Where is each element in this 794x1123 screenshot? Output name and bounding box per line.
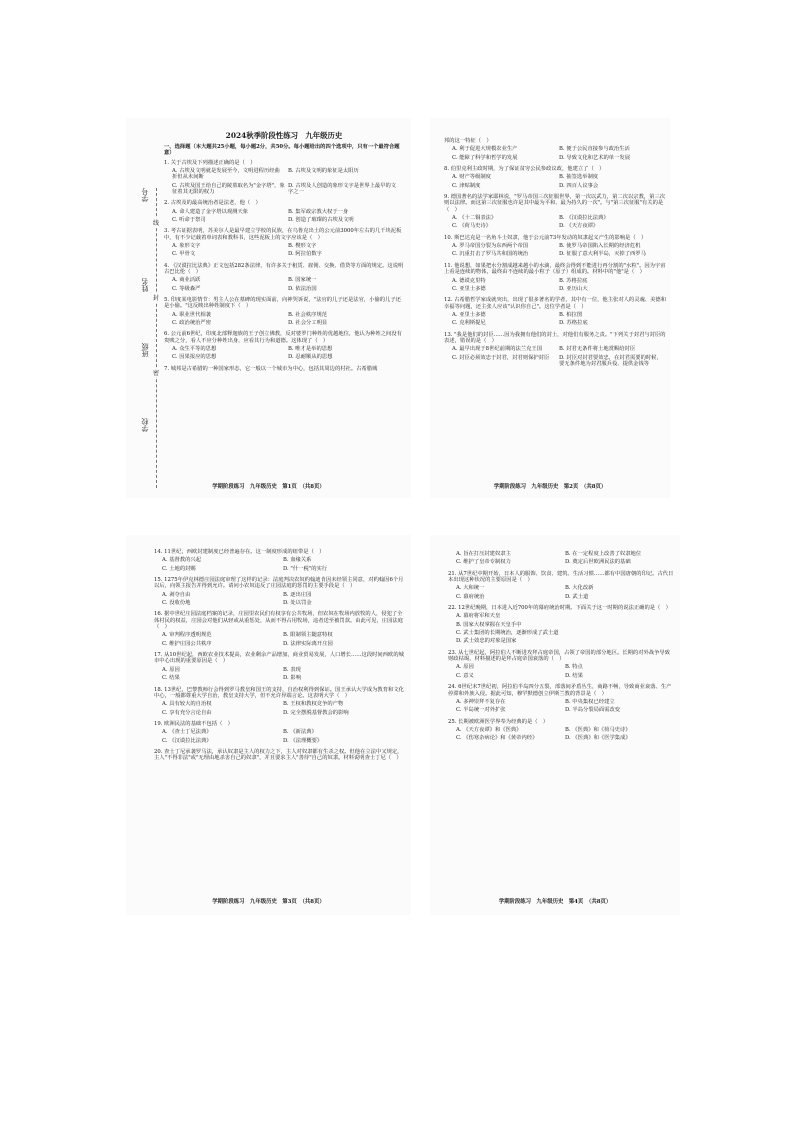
answer-option: B. 限制领主随意特权 (283, 632, 333, 639)
answer-option: A. 德谟克里特 (452, 277, 486, 284)
question (164, 200, 404, 225)
option-list (456, 585, 674, 602)
option-list (452, 312, 666, 329)
answer-option: A. 旨在打压封建奴隶主 (456, 551, 511, 557)
answer-option: A. 审判程序透明规范 (162, 632, 212, 639)
answer-option: D. 《法理概要》 (283, 737, 323, 744)
option-list (162, 729, 404, 746)
question-stem: 25. 长期被欧洲医学界奉为经典的是（ ） (448, 718, 549, 725)
answer-option: D. 武士道 (565, 593, 589, 600)
answer-option: D. 创造了璀璨的古埃及文明 (288, 216, 354, 223)
question (164, 297, 404, 328)
question (448, 551, 674, 568)
answer-option: C. 等级森严 (172, 285, 201, 292)
question (154, 652, 404, 683)
answer-option: C. 因果报应的思想 (172, 354, 217, 361)
answer-option: C. 古埃及国王给自己的陵墓取名为"金字塔"，象征着其无限的权力 (172, 182, 285, 195)
answer-option: A. 象形文字 (172, 243, 201, 249)
question-stem: 22. 12世纪晚期，日本进入近700年的幕府统治时期。下面关于这一时期的说法正确的是（ ） (448, 605, 671, 612)
student-id-label: 学号 (141, 188, 149, 202)
answer-option: D. 忍耐顺从的思想 (288, 354, 333, 361)
question (444, 194, 666, 232)
answer-option: A. 《查士丁尼法典》 (162, 729, 212, 736)
answer-option: D. 封臣对封君要效忠，在封君需要的时候，要无条件地为封君服兵役、提供金钱等 (559, 354, 662, 367)
question-stem: 18. 13世纪，巴黎教师行会得到罗马教皇和国王的支持，自治权利得到保证。国王承认大学成为教育和文化中心，一般都尊重大学自治，教皇支持大学，但不允许异端言论。这表明大学（ ） (154, 686, 404, 699)
question-stem: 7. 城邦是古希腊的一种国家形态，它一般以一个城市为中心，包括其周边的村社。古希腊城 (164, 365, 378, 372)
answer-option: C. 意义 (456, 672, 474, 679)
answer-option: B. 《汉谟拉比法典》 (559, 215, 609, 222)
question-stem: 4. 《汉谟拉比法典》正文包括282条法律，有许多关于租赁、雇佣、交换、借贷等方面的规定。这说明古巴比伦（ ） (164, 262, 404, 276)
answer-option: B. 《医典》和《荷马史诗》 (565, 726, 631, 733)
question (444, 166, 666, 191)
question (164, 160, 404, 198)
answer-option: D. 半岛分裂局面需改变 (565, 707, 621, 714)
answer-option: D. 依法治国 (288, 285, 317, 292)
option-list (452, 243, 666, 260)
option-list (452, 215, 666, 232)
answer-option: B. 《新法典》 (283, 729, 317, 736)
school-label: 学校 (141, 418, 149, 432)
answer-option: B. 特点 (565, 664, 583, 671)
answer-option: A. 具有较大的自治权 (162, 701, 212, 708)
page-3-content (154, 549, 404, 764)
question-stem: 14. 11世纪，西欧封建制度已经普遍存在。这一制度形成的纽带是（ ） (154, 549, 325, 555)
seal-mark-secret: 密 (153, 370, 160, 377)
answer-option: A. 幕府将军和天皇 (456, 613, 501, 620)
answer-option: A. 原因 (456, 664, 474, 671)
question (154, 749, 404, 762)
answer-option: B. 大化改新 (565, 585, 594, 592)
answer-option: C. 甲骨文 (172, 251, 196, 258)
question (448, 719, 674, 744)
option-list (162, 557, 404, 574)
question-stem: 13. "我是他们的封臣……因为我拥有他们的封土，对他们有服务之责。"下列关于封君与封臣的表述，错误的是（ ） (444, 331, 666, 344)
answer-option: A. 基督教的兴起 (162, 557, 201, 564)
answer-option: C. 武士集团的长期统治，逐渐形成了武士道 (456, 630, 559, 637)
page-4-content (448, 551, 674, 747)
question-stem: 1. 关于古埃及下列描述正确的是（ ） (164, 159, 256, 166)
question (154, 721, 404, 746)
answer-option: B. 中央集权已经建立 (565, 698, 615, 705)
seal-mark-seal: 封 (153, 295, 160, 302)
answer-option: C. 封臣必须效忠于封君，封君则保护封臣 (452, 354, 550, 361)
question (164, 331, 404, 362)
answer-option: D. 影响 (283, 675, 302, 682)
option-list (172, 168, 404, 197)
answer-option: A. 商业活跃 (172, 277, 201, 284)
option-list (456, 613, 674, 646)
answer-option: A. 原因 (162, 666, 180, 673)
answer-option: A. 职业世代相袭 (172, 311, 211, 318)
question (154, 611, 404, 649)
answer-option: B. 唯才是举的思想 (288, 346, 333, 353)
page-footer: 学期阶段练习 九年级历史 第3页 （共8页） (212, 899, 325, 905)
answer-option: C. 结果 (162, 675, 180, 682)
section-heading: 一、选择题（本大题共25小题，每小题2分，共50分。每小题给出的四个选项中，只有一个最符合题意） (164, 143, 400, 157)
option-list (172, 243, 404, 260)
question (164, 228, 404, 259)
option-list (452, 174, 666, 191)
option-list (456, 699, 674, 716)
question-stem: 21. 从7世纪中期开始，日本人的服饰、饮食、建筑、生活习惯……都有中国唐朝的印记。古代日本出现这种状况的主要原因是（ ） (448, 570, 674, 584)
answer-option: D. 苏格拉底 (559, 320, 588, 327)
answer-option: C. 《伤寒杂病论》和《黄帝内经》 (456, 735, 538, 742)
answer-option: D. 四百人议事会 (559, 182, 599, 189)
question-list (448, 551, 674, 744)
answer-option: C. 享有充分言论自由 (162, 709, 212, 716)
option-list (172, 346, 404, 363)
answer-option: A. 亚里士多德 (452, 311, 486, 318)
question-stem: 12. 古希腊哲学家成就突出，出现了很多著名的学者，其中有一位，他主张对人的灵魂、美德和幸福等问题，还主张人应该"认识你自己"。这位学者是（ ） (444, 297, 666, 310)
answer-option: B. 苏格拉底 (559, 277, 588, 284)
question-stem: 16. 据中世纪庄园法庭档案的记录，庄园里农民们有权享有公共牧场，但农奴在牧场内放牧的人，侵犯了全体村民的权益，庄园会对他们从轻或从重惩处，从而不得占用牧场，违者送至被罚款。由此可见，庄园法庭（ ） (154, 611, 403, 631)
answer-option: B. 在一定程度上改善了奴隶地位 (565, 551, 642, 557)
question-stem: 8. 伯里克利主政时期，为了保证贫穷公民参政议政，他建立了（ ） (444, 166, 605, 173)
question-stem: 3. 考古证据表明，苏美尔人是最早建立学校的民族，在乌鲁克出土的公元前3000年左右的几千块泥板中，有不少记载着单词表和教科书，这些泥板上的文字应该是（ ） (164, 228, 402, 241)
page-2 (430, 118, 670, 498)
question (448, 650, 674, 681)
answer-option: D. 完全摆脱基督教会的影响 (283, 709, 349, 716)
answer-option: D. 社会分工明显 (288, 320, 328, 327)
answer-option: A. 《十二铜表法》 (452, 215, 497, 222)
answer-option: C. 政治统治严密 (172, 320, 212, 327)
question-stem: 11. 他说想，如果把水分割成越来越小的水滴，最终会得到不能进行再分割的"水粒"。因为宇宙上看是连续的物体，最终由不连续的最小粒子（原子）组成的。材料中的"他"是（ ） (444, 262, 666, 276)
option-list (162, 667, 404, 684)
answer-option: A. 《天方夜谭》和《医典》 (456, 726, 522, 733)
option-list (172, 209, 404, 226)
answer-option: B. 柏拉图 (559, 311, 583, 318)
question-stem: 5. 印度某电影情节：男主人公在墓碑的现实面前，向神哭诉说，"法官的儿子还是法官，小偷的儿子还是小偷。"这反映出种姓制度下（ ） (164, 297, 401, 310)
question (444, 138, 666, 163)
answer-option: D. 征服了意大利半岛，灭掉了西罗马 (559, 251, 646, 258)
answer-option: C. 《荷马史诗》 (452, 223, 492, 230)
answer-option: B. 社会秩序规范 (288, 311, 328, 318)
question-stem: 19. 欧洲民法的基础不包括（ ） (154, 720, 233, 727)
exam-title: 2024秋季阶段性练习 九年级历史 (225, 131, 343, 140)
answer-option: D. 亚历山大 (559, 285, 588, 292)
answer-option: D. 处以罚金 (283, 600, 312, 607)
question (448, 571, 674, 602)
answer-option: A. 命人建造了金字塔以观测天象 (172, 208, 249, 215)
option-list (162, 701, 404, 718)
question (448, 605, 674, 647)
question (444, 263, 666, 294)
answer-option: D. 阿拉伯数字 (288, 251, 322, 258)
answer-option: B. 血缘关系 (283, 557, 312, 564)
page-2-content (444, 138, 666, 372)
page-4 (430, 535, 680, 915)
answer-option: B. 表现 (283, 666, 301, 673)
question-list (154, 549, 404, 762)
answer-option: C. 克利斯提尼 (452, 320, 486, 327)
answer-option: C. 能障了科学和哲学的发展 (452, 154, 518, 161)
seal-line (156, 188, 157, 488)
question-stem: 6. 公元前6世纪，印度北部释迦族的王子创立佛教，反对婆罗门种姓的优越地位，他认为种姓之间没有贵贱之分，看人不应分种姓出身，应看其行为和道德。这体现了（ ） (164, 331, 402, 344)
option-list (172, 312, 404, 329)
answer-option: C. 半岛统一对外扩张 (456, 707, 506, 714)
answer-option: B. 国家大权掌握在天皇手中 (456, 621, 522, 628)
answer-option: D. "什一税"的实行 (283, 565, 328, 572)
answer-option: C. 幕府统治 (456, 593, 485, 600)
answer-option: D. 《天方夜谭》 (559, 223, 599, 230)
question (448, 684, 674, 715)
answer-option: D. 导致文化和艺术的单一发展 (559, 154, 630, 161)
question-stem: 15. 1275年伊克林德庄园法庭审理了这样的记录：法庭判决农奴约翰迪肯因未经领主同意，对约翰因6个月以后，向领主报告并得到允许。请问小农奴违反了庄园法庭的惩罚的主要手段是（ ） (154, 577, 404, 590)
answer-option: A. 多神崇拜不复存在 (456, 698, 506, 705)
answer-option: C. 维护了皇帝专制权力 (456, 559, 511, 566)
answer-option: C. 维护庄园公共秩序 (162, 640, 212, 647)
answer-option: A. 最早出现于8世纪前期的法兰克王国 (452, 346, 543, 353)
binding-margin (134, 118, 164, 498)
question (444, 297, 666, 328)
page-1 (126, 118, 411, 498)
answer-option: C. 沉重打击了罗马共和国的统治 (452, 251, 529, 258)
question-stem: 邦的这一特征（ ） (444, 138, 492, 144)
option-list (172, 277, 404, 294)
question-list (444, 138, 666, 369)
answer-option: C. 《汉谟拉比法典》 (162, 737, 212, 744)
question (444, 235, 666, 260)
question-stem: 20. 查士丁尼承袭罗马法，承认奴隶是主人的权力之下，主人对奴隶都有生杀之权。但他在立法中又规定，主人"不得非法"或"无理由地杀害自己的奴隶"，并且要求主人"善待"自己的奴隶。材料说明查士丁尼（ ） (154, 748, 403, 762)
answer-option: D. 奠定后世欧洲民法的基础 (565, 559, 631, 566)
answer-option: C. 土地的封赐 (162, 565, 196, 572)
answer-option: A. 众生平等的思想 (172, 346, 217, 353)
answer-option: B. 国家统一 (288, 277, 317, 284)
question-stem: 24. 6世纪末7世纪初，阿拉伯半岛四分五裂，部落间矛盾丛生，商路不畅，导致商业衰落、生产停滞和外族入侵。据此可知，穆罕默德创立伊斯兰教的背景是（ ） (448, 684, 672, 697)
answer-option: B. 楔形文字 (288, 243, 317, 249)
class-label: 班级 (141, 343, 149, 357)
answer-option: B. 古埃及文明的象征是太阳历 (288, 167, 359, 174)
page-footer: 学期阶段练习 九年级历史 第2页 （共8页） (493, 484, 607, 490)
option-list (162, 632, 404, 649)
question-stem: 23. 从七世纪起，阿拉伯人不断进攻拜占庭帝国，占领了帝国的部分地区。长期的对外战争导致财政枯竭，材料描述的是拜占庭帝国衰落的（ ） (448, 649, 670, 663)
seal-mark-line: 线 (153, 220, 160, 227)
page-3 (126, 535, 411, 915)
question (154, 577, 404, 608)
answer-option: C. 没收份地 (162, 600, 191, 607)
answer-option: A. 大和统一 (456, 585, 485, 592)
option-list (452, 146, 666, 163)
page-footer: 学期阶段练习 九年级历史 第4页 （共8页） (498, 899, 612, 905)
page-1-content (164, 132, 404, 374)
question (154, 549, 404, 574)
answer-option: B. 逐出庄园 (283, 591, 312, 598)
answer-option: B. 便于公民直接参与政治生活 (559, 146, 630, 153)
answer-option: D. 武士效忠的对象是国家 (456, 638, 517, 645)
answer-option: D. 结果 (565, 672, 584, 679)
option-list (452, 278, 666, 295)
option-list (456, 664, 674, 681)
option-list (456, 727, 674, 744)
name-label: 姓名 (141, 278, 149, 292)
question (164, 263, 404, 294)
question-stem: 2. 古埃及的最高统治者是法老，他（ ） (164, 200, 261, 207)
answer-option: D. 法律实际离开庄园 (283, 640, 333, 647)
question-stem: 10. 斯巴达克是一名角斗士奴隶，他于公元前73年发动的奴隶起义产生的影响是（ ） (444, 234, 647, 241)
answer-option: C. 听命于祭司 (172, 216, 206, 223)
answer-option: A. 利于促进大规模农业生产 (452, 146, 518, 153)
answer-option: B. 集军政宗教大权于一身 (288, 208, 349, 215)
answer-option: A. 剥夺自由 (162, 591, 191, 598)
answer-option: D. 古埃及人创造的象形文字是世界上最早的文字之一 (288, 182, 397, 195)
page-footer: 学期阶段练习 九年级历史 第1页 （共8页） (212, 484, 325, 490)
question-stem: 17. 从10世纪起，西欧农业技术提高，农业剩余产品增加，商业贸易发展，人口增长……这段时间西欧的城市中心出现的重要原因是（ ） (154, 652, 404, 665)
option-list (452, 346, 666, 369)
question (154, 687, 404, 718)
answer-option: B. 王权和教权竞争的产物 (283, 701, 344, 708)
option-list (162, 592, 404, 609)
answer-option: B. 封君无条件将土地赏赐给封臣 (559, 346, 636, 353)
answer-option: D. 《医典》和《医学集成》 (565, 735, 631, 742)
question (164, 366, 404, 372)
question-stem: 9. 德国著名的法学家耶林说，"罗马帝国三次征服世界，第一次以武力，第二次以宗教，第三次则以法律。而这第三次征服也许是其中最为平和、最为持久的一次"。与"第三次征服"有关的是（ ） (444, 194, 666, 213)
answer-option: A. 财产等级制度 (452, 174, 491, 181)
question-list (164, 160, 404, 373)
answer-option: C. 亚里士多德 (452, 285, 486, 292)
answer-option: A. 古埃及文明就是发展至今，文明进程历经曲折但从未间断 (172, 167, 280, 181)
answer-option: C. 津贴制度 (452, 182, 481, 189)
answer-option: A. 罗马帝国分裂为东西两个帝国 (452, 243, 529, 250)
question (444, 332, 666, 370)
answer-option: B. 使罗马帝国陷入长期的经济危机 (559, 243, 641, 250)
option-list (456, 551, 674, 568)
answer-option: B. 抽签选举制度 (559, 174, 599, 181)
